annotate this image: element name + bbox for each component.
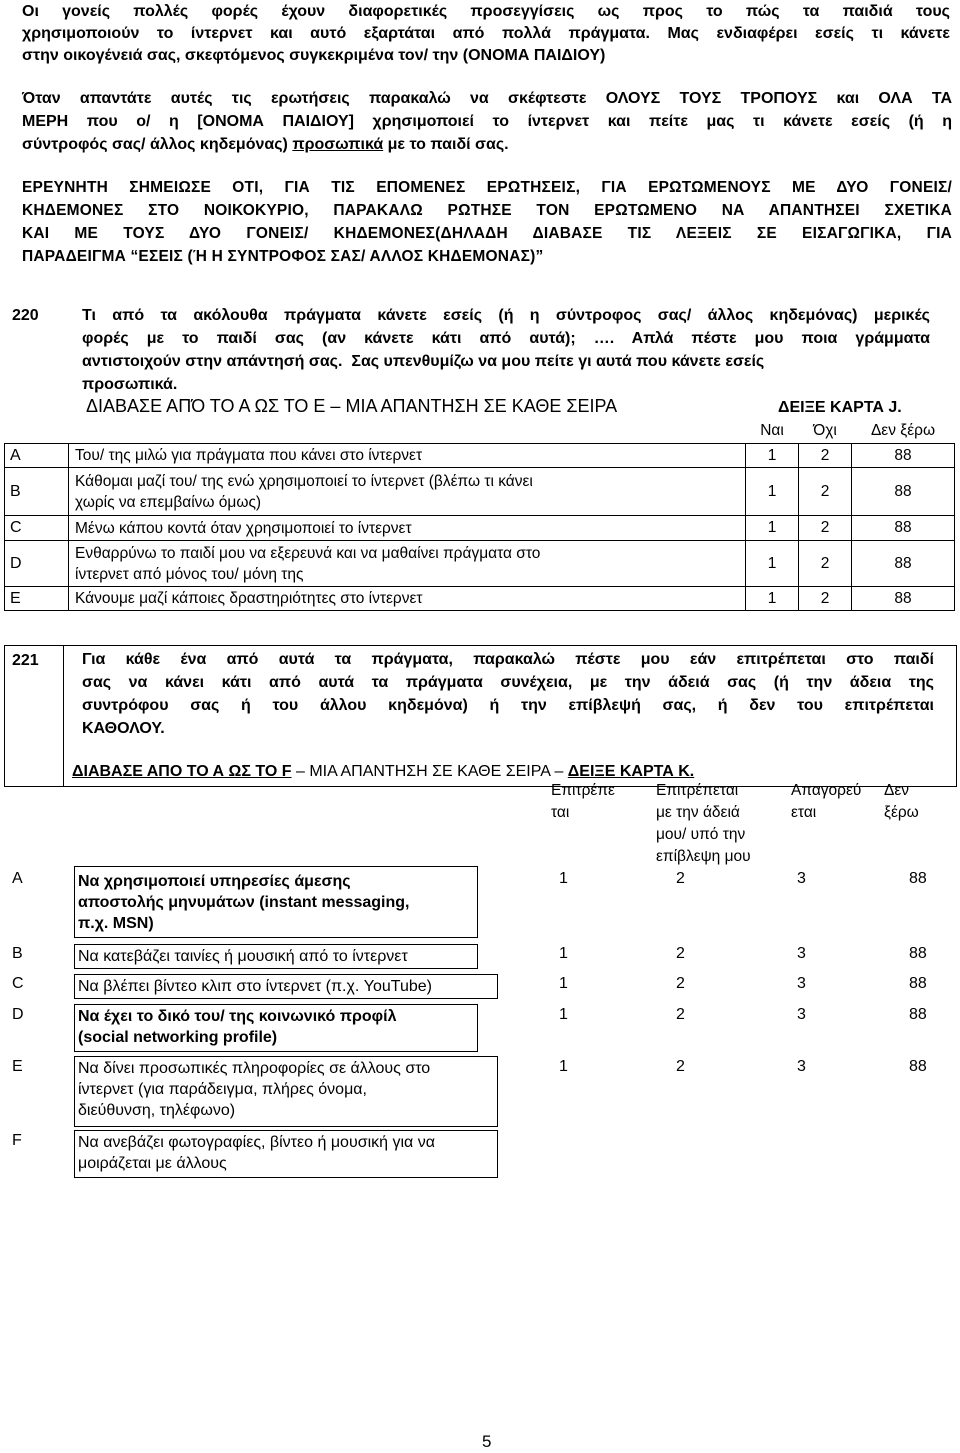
row-letter: A <box>12 870 23 887</box>
code-permission[interactable]: 2 <box>676 975 685 992</box>
question-number-221: 221 <box>12 652 39 669</box>
q220-read-text: ΔΙΑΒΑΣΕ ΑΠΌ ΤΟ Α ΩΣ ΤΟ Ε – ΜΙΑ ΑΠΑΝΤΗΣΗ ΣΕ ΚΑΘΕ ΣΕΙΡΑ <box>86 396 618 416</box>
code-dont-know[interactable]: 88 <box>909 1006 927 1023</box>
code-allowed[interactable]: 1 <box>559 1006 568 1023</box>
row-label-line-2: ίντερνετ από μόνος του/ μόνη της <box>75 565 304 583</box>
code-forbidden[interactable]: 3 <box>797 1058 806 1075</box>
row-label <box>78 1006 478 1048</box>
header-line: επίβλεψη μου <box>656 848 751 865</box>
code-yes[interactable]: 1 <box>746 587 799 611</box>
instruction-emphasis: προσωπικά <box>292 136 384 153</box>
code-allowed[interactable]: 1 <box>559 975 568 992</box>
q220-line-3b: Σας υπενθυμίζω να μου πείτε γι αυτά που κάνετε εσείς <box>351 353 765 370</box>
q220-line-3 <box>82 350 942 374</box>
q220-read-instruction <box>86 393 617 419</box>
q221-line-3: συντρόφου σας ή του άλλου κηδεμόνα) ή την επίβλεψή σας, ή δεν του επιτρέπεται <box>82 697 934 714</box>
q220-line-2: φορές με το παιδί σας (αν κάνετε κάτι από αυτά); …. Απλά πέστε μου ποια γράμματα <box>82 330 930 347</box>
q221-card: ΔΕΙΞΕ ΚΑΡΤΑ K. <box>567 763 695 780</box>
row-letter: E <box>12 1058 23 1075</box>
row-label <box>78 1132 498 1174</box>
header-line: Επιτρέπεται <box>656 782 739 799</box>
row-label: Να βλέπει βίντεο κλιπ στο ίντερνετ (π.χ. YouTube) <box>78 978 432 995</box>
code-permission[interactable]: 2 <box>676 1006 685 1023</box>
row-label-line: Να ανεβάζει φωτογραφίες, βίντεο ή μουσική για να <box>78 1134 435 1151</box>
instruction-line-1: Όταν απαντάτε αυτές τις ερωτήσεις παρακαλώ να σκέφτεστε ΟΛΟΥΣ ΤΟΥΣ ΤΡΟΠΟΥΣ και ΟΛΑ ΤΑ <box>22 90 952 107</box>
instruction-line-3 <box>22 133 952 157</box>
q220-line-1: Τι από τα ακόλουθα πράγματα κάνετε εσείς (ή η σύντροφος σας/ άλλος κηδεμόνας) μερικές <box>82 307 930 324</box>
row-label <box>69 541 746 587</box>
q221-header-dont-know <box>884 780 944 824</box>
researcher-note-line-2: ΚΗΔΕΜΟΝΕΣ ΣΤΟ ΝΟΙΚΟΚΥΡΙΟ, ΠΑΡΑΚΑΛΩ ΡΩΤΗΣΕ ΤΟΝ ΕΡΩΤΩΜΕΝΟ ΝΑ ΑΠΑΝΤΗΣΕΙ ΣΧΕΤΙΚΑ <box>22 202 952 219</box>
code-dont-know[interactable]: 88 <box>909 870 927 887</box>
code-no[interactable]: 2 <box>799 541 852 587</box>
code-yes[interactable]: 1 <box>746 444 799 468</box>
row-label-line: (social networking profile) <box>78 1029 278 1046</box>
q221-header-permission <box>656 780 772 868</box>
row-letter: E <box>5 587 69 611</box>
code-allowed[interactable]: 1 <box>559 945 568 962</box>
row-label <box>69 468 746 516</box>
row-label: Μένω κάπου κοντά όταν χρησιμοποιεί το ίντερνετ <box>69 516 746 541</box>
code-yes[interactable]: 1 <box>746 541 799 587</box>
code-dont-know[interactable]: 88 <box>909 975 927 992</box>
row-label-line: Να χρησιμοποιεί υπηρεσίες άμεσης <box>78 873 351 890</box>
table-row <box>5 468 955 516</box>
row-label: Κάνουμε μαζί κάποιες δραστηριότητες στο ίντερνετ <box>69 587 746 611</box>
row-letter: C <box>12 975 24 992</box>
instruction-line-3a: σύντροφός σας/ άλλος κηδεμόνας) <box>22 136 288 153</box>
row-label <box>78 1058 498 1121</box>
q221-header-forbidden <box>791 780 871 824</box>
q220-line-4: προσωπικά. <box>82 376 178 393</box>
code-no[interactable]: 2 <box>799 468 852 516</box>
row-label-line: π.χ. MSN) <box>78 915 154 932</box>
row-label-line-2: χωρίς να επεμβαίνω όμως) <box>75 493 262 511</box>
code-yes[interactable]: 1 <box>746 516 799 541</box>
row-label: Να κατεβάζει ταινίες ή μουσική από το ίντερνετ <box>78 948 408 965</box>
researcher-note-line-1: ΕΡΕΥΝΗΤΗ ΣΗΜΕΙΩΣΕ ΟΤΙ, ΓΙΑ ΤΙΣ ΕΠΟΜΕΝΕΣ ΕΡΩΤΗΣΕΙΣ, ΓΙΑ ΕΡΩΤΩΜΕΝΟΥΣ ΜΕ ΔΥΟ ΓΟΝΕΙΣ/ <box>22 179 952 196</box>
code-no[interactable]: 2 <box>799 516 852 541</box>
q221-divider <box>63 645 64 787</box>
header-line: ξέρω <box>884 804 919 821</box>
q221-read-b: – ΜΙΑ ΑΠΑΝΤΗΣΗ ΣΕ ΚΑΘΕ ΣΕΙΡΑ – <box>296 763 564 780</box>
code-dont-know[interactable]: 88 <box>852 516 955 541</box>
header-line: μου/ υπό την <box>656 826 746 843</box>
q220-header-no: Όχι <box>799 419 852 444</box>
row-letter: D <box>5 541 69 587</box>
page-number: 5 <box>482 1432 492 1451</box>
row-label-line: ίντερνετ (για παράδειγμα, πλήρες όνομα, <box>78 1081 367 1098</box>
code-dont-know[interactable]: 88 <box>852 444 955 468</box>
code-yes[interactable]: 1 <box>746 468 799 516</box>
q220-line-3a: αντιστοιχούν στην απάντησή σας. <box>82 353 343 370</box>
code-dont-know[interactable]: 88 <box>852 541 955 587</box>
row-label-line: αποστολής μηνυμάτων (instant messaging, <box>78 894 410 911</box>
row-letter: F <box>12 1132 22 1149</box>
code-permission[interactable]: 2 <box>676 945 685 962</box>
code-permission[interactable]: 2 <box>676 870 685 887</box>
q221-line-1: Για κάθε ένα από αυτά τα πράγματα, παρακαλώ πέστε μου εάν επιτρέπεται στο παιδί <box>82 651 934 668</box>
header-line: Δεν <box>884 782 910 799</box>
q220-table <box>4 419 955 611</box>
row-label: Του/ της μιλώ για πράγματα που κάνει στο ίντερνετ <box>69 444 746 468</box>
code-forbidden[interactable]: 3 <box>797 1006 806 1023</box>
row-label-line-1: Ενθαρρύνω το παιδί μου να εξερευνά και να μαθαίνει πράγματα στο <box>75 544 541 562</box>
code-forbidden[interactable]: 3 <box>797 945 806 962</box>
q220-card: ΔΕΙΞΕ ΚΑΡΤΑ J. <box>778 399 902 416</box>
code-dont-know[interactable]: 88 <box>909 945 927 962</box>
code-no[interactable]: 2 <box>799 587 852 611</box>
row-letter: A <box>5 444 69 468</box>
q221-line-4: ΚΑΘΟΛΟΥ. <box>82 720 165 737</box>
code-permission[interactable]: 2 <box>676 1058 685 1075</box>
row-label-line-1: Κάθομαι μαζί του/ της ενώ χρησιμοποιεί το ίντερνετ (βλέπω τι κάνει <box>75 472 533 490</box>
code-allowed[interactable]: 1 <box>559 870 568 887</box>
code-dont-know[interactable]: 88 <box>909 1058 927 1075</box>
row-letter: D <box>12 1006 24 1023</box>
row-label-line: Να έχει το δικό του/ της κοινωνικό προφίλ <box>78 1008 397 1025</box>
row-label-line: Να δίνει προσωπικές πληροφορίες σε άλλους στο <box>78 1060 431 1077</box>
q220-header-dont-know: Δεν ξέρω <box>852 419 955 444</box>
table-row <box>5 516 955 541</box>
researcher-note-line-4: ΠΑΡΑΔΕΙΓΜΑ “ΕΣΕΙΣ (Ή Η ΣΥΝΤΡΟΦΟΣ ΣΑΣ/ ΑΛΛΟΣ ΚΗΔΕΜΟΝΑΣ)” <box>22 248 544 265</box>
code-dont-know[interactable]: 88 <box>852 468 955 516</box>
instruction-line-3c: με το παιδί σας. <box>387 136 509 153</box>
intro-line-2: χρησιμοποιούν το ίντερνετ και αυτό εξαρτάται από πολλά πράγματα. Μας ενδιαφέρει εσείς τι κάνετε <box>22 25 950 42</box>
header-line: με την άδειά <box>656 804 740 821</box>
code-dont-know[interactable]: 88 <box>852 587 955 611</box>
q220-header-yes: Ναι <box>746 419 799 444</box>
table-row <box>5 587 955 611</box>
row-letter: B <box>12 945 23 962</box>
instruction-line-2: ΜΕΡΗ που ο/ η [ΟΝΟΜΑ ΠΑΙΔΙΟΥ] χρησιμοποιεί το ίντερνετ και πείτε μας τι κάνετε εσείς (ή η <box>22 113 952 130</box>
row-letter: B <box>5 468 69 516</box>
row-label-line: διεύθυνση, τηλέφωνο) <box>78 1102 236 1119</box>
researcher-note-line-3: ΚΑΙ ΜΕ ΤΟΥΣ ΔΥΟ ΓΟΝΕΙΣ/ ΚΗΔΕΜΟΝΕΣ(ΔΗΛΑΔΗ ΔΙΑΒΑΣΕ ΤΙΣ ΛΕΞΕΙΣ ΣΕ ΕΙΣΑΓΩΓΙΚΑ, ΓΙΑ <box>22 225 952 242</box>
intro-line-3: στην οικογένειά σας, σκεφτόμενος συγκεκριμένα τον/ την (ΟΝΟΜΑ ΠΑΙΔΙΟΥ) <box>22 47 606 64</box>
code-forbidden[interactable]: 3 <box>797 870 806 887</box>
row-label <box>78 871 478 934</box>
row-letter: C <box>5 516 69 541</box>
q221-header-allowed <box>551 780 627 824</box>
row-label-line: μοιράζεται με άλλους <box>78 1155 227 1172</box>
intro-line-1: Οι γονείς πολλές φορές έχουν διαφορετικές προσεγγίσεις ως προς το πώς τα παιδιά τους <box>22 3 950 20</box>
q221-read-a: ΔΙΑΒΑΣΕ ΑΠΟ ΤΟ Α ΩΣ ΤΟ F <box>72 763 292 780</box>
table-row <box>5 541 955 587</box>
question-number-220: 220 <box>12 307 39 324</box>
header-line: Απαγορεύ <box>791 782 862 799</box>
code-allowed[interactable]: 1 <box>559 1058 568 1075</box>
code-forbidden[interactable]: 3 <box>797 975 806 992</box>
q221-line-2: σας να κάνει κάτι από αυτά τα πράγματα συνέχεια, με την άδειά σας (ή την άδεια της <box>82 674 934 691</box>
header-line: Επιτρέπε <box>551 782 615 799</box>
header-line: ται <box>551 804 570 821</box>
q220-header-row <box>5 419 955 444</box>
table-row <box>5 444 955 468</box>
header-line: εται <box>791 804 817 821</box>
code-no[interactable]: 2 <box>799 444 852 468</box>
